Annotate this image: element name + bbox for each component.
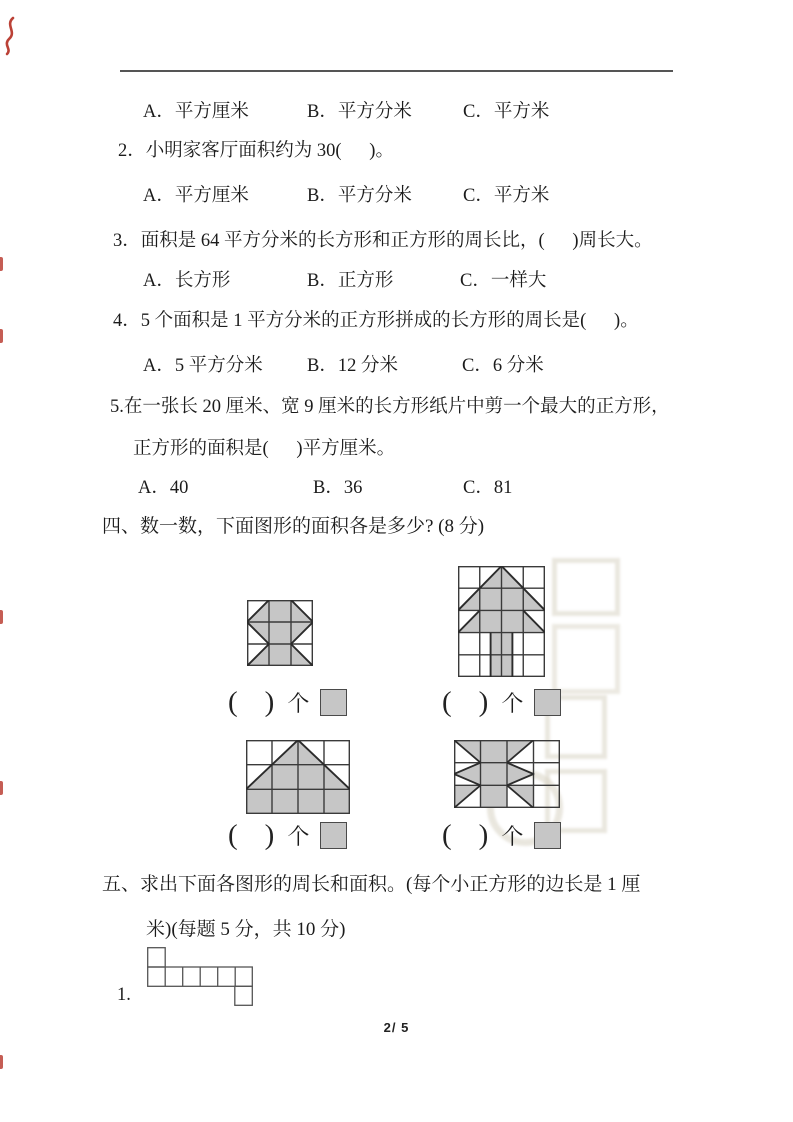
figure-tree-grid: [458, 566, 545, 677]
open-paren: (: [228, 685, 238, 718]
top-divider: [120, 70, 673, 72]
outline-cells: [148, 948, 253, 1006]
count-caption: [228, 817, 347, 853]
counter-word: 个: [501, 690, 524, 716]
figure-mountain-grid: [246, 740, 350, 814]
q1-option-c: C．平方米: [463, 102, 550, 122]
q2-option-b: B．平方分米: [307, 186, 412, 206]
section5-heading-line2: 米)(每题 5 分，共 10 分): [146, 919, 346, 940]
q3-option-a: A．长方形: [143, 271, 231, 291]
red-edge-mark: [0, 257, 3, 271]
q5-option-a: A．40: [138, 478, 189, 498]
q5-stem-line2: 正方形的面积是( )平方厘米。: [133, 439, 396, 459]
q1-option-a: A．平方厘米: [143, 102, 249, 122]
q5-stem-line1: 5.在一张长 20 厘米、宽 9 厘米的长方形纸片中剪一个最大的正方形，: [110, 397, 670, 417]
count-caption: [228, 684, 347, 720]
section5-heading-line1: 五、求出下面各图形的周长和面积。(每个小正方形的边长是 1 厘: [102, 874, 641, 895]
red-edge-mark: [0, 781, 3, 795]
red-edge-scribble: [2, 16, 22, 56]
figure-stairs-polyomino: [147, 947, 253, 1006]
counter-word: 个: [287, 823, 310, 849]
unit-square-icon: [534, 822, 561, 849]
close-paren: ): [478, 818, 489, 851]
q4-stem: 4．5 个面积是 1 平方分米的正方形拼成的长方形的周长是( )。: [113, 311, 639, 331]
close-paren: ): [478, 685, 489, 718]
q2-option-c: C．平方米: [463, 186, 550, 206]
count-caption: [442, 817, 561, 853]
q1-option-b: B．平方分米: [307, 102, 412, 122]
q2-option-a: A．平方厘米: [143, 186, 249, 206]
unit-square-icon: [320, 689, 347, 716]
section4-heading: 四、数一数，下面图形的面积各是多少? (8 分): [102, 516, 485, 537]
open-paren: (: [442, 818, 452, 851]
unit-square-icon: [320, 822, 347, 849]
open-paren: (: [442, 685, 452, 718]
red-edge-mark: [0, 329, 3, 343]
q4-option-c: C．6 分米: [462, 356, 544, 376]
figure-triangles-pattern-grid: [454, 740, 560, 808]
red-edge-mark: [0, 610, 3, 624]
q5-option-c: C．81: [463, 478, 513, 498]
q2-stem: 2．小明家客厅面积约为 30( )。: [118, 141, 394, 161]
counter-word: 个: [501, 823, 524, 849]
close-paren: ): [264, 818, 275, 851]
counter-word: 个: [287, 690, 310, 716]
q4-option-b: B．12 分米: [307, 356, 398, 376]
q3-option-c: C．一样大: [460, 271, 547, 291]
open-paren: (: [228, 818, 238, 851]
q5-option-b: B．36: [313, 478, 363, 498]
q3-stem: 3．面积是 64 平方分米的长方形和正方形的周长比，( )周长大。: [113, 231, 653, 251]
q4-option-a: A．5 平方分米: [143, 356, 263, 376]
q3-option-b: B．正方形: [307, 271, 394, 291]
page-number: 2/ 5: [383, 1020, 410, 1035]
figure-bowtie-grid: [247, 600, 313, 666]
close-paren: ): [264, 685, 275, 718]
watermark: [552, 558, 620, 694]
unit-square-icon: [534, 689, 561, 716]
item1-label: 1.: [117, 985, 131, 1005]
red-edge-mark: [0, 1055, 3, 1069]
count-caption: [442, 684, 561, 720]
